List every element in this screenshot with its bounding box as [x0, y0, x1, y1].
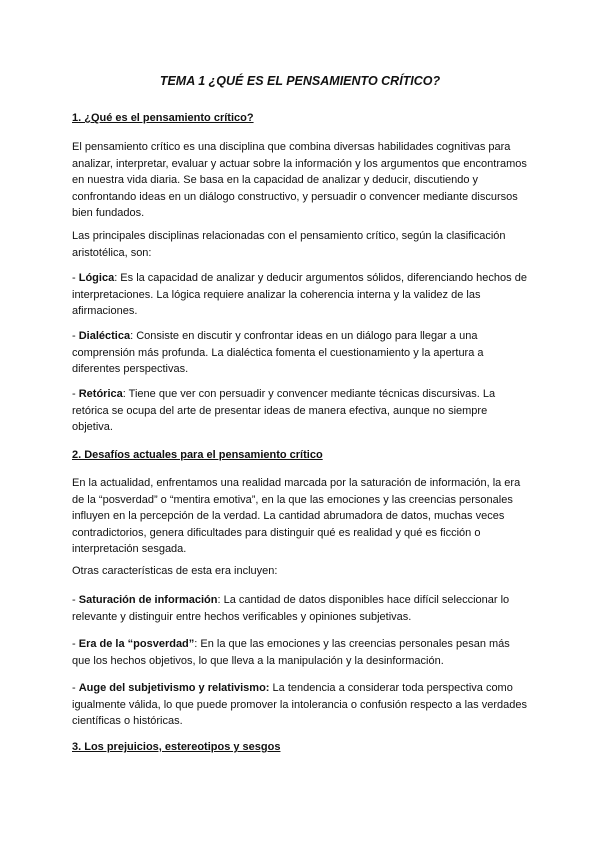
- list-prefix: -: [72, 388, 79, 400]
- section-3-heading: 3. Los prejuicios, estereotipos y sesgos: [72, 741, 281, 753]
- section-1-intro-paragraph: El pensamiento crítico es una disciplina que combina diversas habilidades cognitivas para analizar, interpretar, evaluar y actuar sobre la información y los argumentos que encontramos en nuestra vida diaria. Se basa en la capacidad de analizar y deducir, discutiendo y confrontando ideas en un diálogo constructivo, y persuadir o convencer mediante discursos bien fundados.: [72, 141, 527, 219]
- list-prefix: -: [72, 638, 79, 650]
- list-prefix: -: [72, 330, 79, 342]
- feature-term: Era de la “posverdad”: [78, 638, 195, 650]
- discipline-description: : Consiste en discutir y confrontar ideas en un diálogo para llegar a una comprensión más profunda. La dialéctica fomenta el cuestionamiento y la apertura a diferentes perspectivas.: [72, 330, 484, 375]
- feature-description: : La cantidad de datos disponibles hace difícil seleccionar lo relevante y distinguir entre hechos verificables y opiniones subjetivas.: [72, 594, 510, 623]
- discipline-term: Dialéctica: [78, 330, 131, 342]
- feature-description: : En la que las emociones y las creencias personales pesan más que los hechos objetivos, lo que lleva a la manipulación y la desinformación.: [72, 638, 510, 667]
- discipline-term: Retórica: [78, 388, 123, 400]
- discipline-term: Lógica: [78, 272, 115, 284]
- feature-item-subjetivismo: [72, 680, 528, 730]
- discipline-description: : Es la capacidad de analizar y deducir argumentos sólidos, diferenciando hechos de interpretaciones. La lógica requiere analizar la coherencia interna y la validez de las afirmaciones.: [72, 272, 527, 317]
- feature-item-posverdad: [72, 636, 528, 669]
- feature-term: Saturación de información: [78, 594, 218, 606]
- list-prefix: -: [72, 272, 79, 284]
- discipline-description: : Tiene que ver con persuadir y convencer mediante técnicas discursivas. La retórica se ocupa del arte de presentar ideas de manera efectiva, aunque no siempre objetiva.: [72, 388, 496, 433]
- feature-description: La tendencia a considerar toda perspectiva como igualmente válida, lo que puede promover la intolerancia o confusión respecto a las verdades científicas o históricas.: [72, 682, 527, 727]
- feature-term: Auge del subjetivismo y relativismo:: [78, 682, 270, 694]
- disciplines-intro-paragraph: Las principales disciplinas relacionadas con el pensamiento crítico, según la clasificación aristotélica, son:: [72, 230, 506, 259]
- section-1-heading: 1. ¿Qué es el pensamiento crítico?: [72, 112, 254, 124]
- list-prefix: -: [72, 682, 79, 694]
- discipline-item-dialectica: [72, 328, 528, 378]
- feature-item-saturacion: [72, 592, 528, 625]
- discipline-item-logica: [72, 270, 528, 320]
- section-2-intro-paragraph: En la actualidad, enfrentamos una realidad marcada por la saturación de información, la era de la “posverdad” o “mentira emotiva”, en la que las emociones y las creencias personales influyen en la percepción de la verdad. La cantidad abrumadora de datos, muchas veces contradictorios, genera dificultades para distinguir qué es realidad y qué es ficción o interpretación sesgada.: [72, 477, 521, 555]
- list-prefix: -: [72, 594, 79, 606]
- document-title: TEMA 1 ¿QUÉ ES EL PENSAMIENTO CRÍTICO?: [159, 74, 441, 88]
- discipline-item-retorica: [72, 386, 528, 436]
- section-2-heading: 2. Desafíos actuales para el pensamiento crítico: [72, 449, 323, 461]
- features-intro-paragraph: Otras características de esta era incluyen:: [72, 565, 278, 577]
